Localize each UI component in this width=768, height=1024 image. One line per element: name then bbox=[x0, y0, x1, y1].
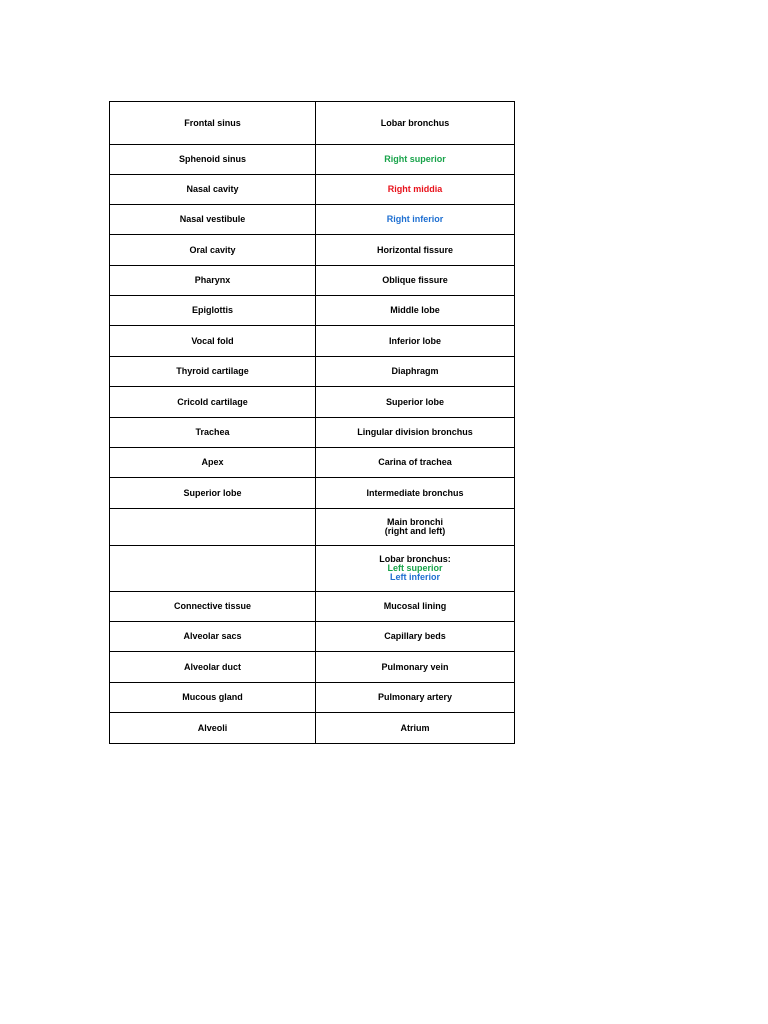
right-term-text: Lobar bronchus bbox=[380, 117, 450, 128]
left-term-cell bbox=[110, 478, 316, 509]
right-term-text: Capillary beds bbox=[384, 631, 446, 641]
right-term-text: Oblique fissure bbox=[382, 275, 448, 285]
left-term-cell bbox=[110, 683, 316, 713]
table-row bbox=[110, 145, 515, 175]
table-row bbox=[110, 357, 515, 387]
table-row bbox=[110, 546, 515, 592]
table-row bbox=[110, 235, 515, 266]
right-term-text: Right middia bbox=[387, 184, 443, 194]
right-term-cell bbox=[316, 418, 515, 448]
left-term-cell bbox=[110, 205, 316, 235]
left-term-cell bbox=[110, 387, 316, 418]
left-term-cell bbox=[110, 235, 316, 266]
left-term-text: Apex bbox=[201, 457, 224, 467]
left-term-cell bbox=[110, 175, 316, 205]
left-term-text: Cricold cartilage bbox=[177, 396, 248, 407]
left-term-text: Vocal fold bbox=[191, 335, 234, 346]
table-row bbox=[110, 175, 515, 205]
right-term-text: Superior lobe bbox=[385, 396, 444, 407]
right-term-cell bbox=[316, 235, 515, 266]
right-term-text: Right inferior bbox=[386, 214, 444, 224]
right-term-text: Pulmonary artery bbox=[377, 692, 453, 702]
right-term-cell bbox=[316, 683, 515, 713]
left-term-text: Mucous gland bbox=[182, 692, 243, 702]
right-term-cell bbox=[316, 205, 515, 235]
left-term-cell bbox=[110, 448, 316, 478]
left-term-cell bbox=[110, 713, 316, 744]
anatomy-terms-table bbox=[109, 101, 515, 744]
left-term-text: Nasal vestibule bbox=[179, 214, 246, 224]
table-row bbox=[110, 592, 515, 622]
left-term-text: Connective tissue bbox=[173, 601, 252, 611]
table-row bbox=[110, 622, 515, 652]
left-term-text: Alveolar sacs bbox=[183, 631, 242, 641]
table-row bbox=[110, 448, 515, 478]
left-term-cell bbox=[110, 266, 316, 296]
right-term-cell bbox=[316, 652, 515, 683]
left-term-cell bbox=[110, 592, 316, 622]
right-term-text: Pulmonary vein bbox=[381, 661, 449, 672]
table-row bbox=[110, 296, 515, 326]
right-term-text: Middle lobe bbox=[390, 305, 440, 315]
left-term-text: Oral cavity bbox=[189, 244, 236, 255]
left-term-cell bbox=[110, 357, 316, 387]
left-term-cell bbox=[110, 622, 316, 652]
left-term-cell bbox=[110, 145, 316, 175]
right-term-cell bbox=[316, 326, 515, 357]
right-term-text: Mucosal lining bbox=[383, 601, 447, 611]
left-term-cell bbox=[110, 296, 316, 326]
left-term-text: Superior lobe bbox=[183, 487, 242, 498]
table-row bbox=[110, 102, 515, 145]
left-term-text: Alveoli bbox=[197, 722, 228, 733]
right-term-text: Left inferior bbox=[389, 572, 440, 582]
left-term-text: Sphenoid sinus bbox=[178, 154, 246, 164]
right-term-cell bbox=[316, 448, 515, 478]
right-term-text: Inferior lobe bbox=[388, 335, 441, 346]
right-term-text: Carina of trachea bbox=[378, 457, 452, 467]
right-term-cell bbox=[316, 296, 515, 326]
right-term-text: Horizontal fissure bbox=[376, 244, 453, 255]
right-term-text: Lingular division bronchus bbox=[357, 427, 473, 437]
left-term-cell bbox=[110, 418, 316, 448]
right-term-text: Lobar bronchus: bbox=[379, 554, 451, 564]
right-term-text: Diaphragm bbox=[391, 366, 439, 376]
left-term-cell bbox=[110, 652, 316, 683]
right-term-text: Intermediate bronchus bbox=[366, 487, 464, 498]
right-term-cell bbox=[316, 713, 515, 744]
right-term-cell bbox=[316, 387, 515, 418]
table-row bbox=[110, 326, 515, 357]
right-term-cell bbox=[316, 266, 515, 296]
right-term-cell bbox=[316, 592, 515, 622]
right-term-cell bbox=[316, 145, 515, 175]
left-term-cell bbox=[110, 326, 316, 357]
table-row bbox=[110, 713, 515, 744]
right-term-cell bbox=[316, 175, 515, 205]
table-row bbox=[110, 652, 515, 683]
right-term-cell bbox=[316, 102, 515, 145]
left-term-text: Epiglottis bbox=[192, 305, 233, 315]
table-row bbox=[110, 266, 515, 296]
table-row bbox=[110, 509, 515, 546]
table-row bbox=[110, 478, 515, 509]
right-term-cell bbox=[316, 546, 515, 592]
left-term-cell bbox=[110, 546, 316, 592]
left-term-cell bbox=[110, 102, 316, 145]
right-term-text: Left superior bbox=[387, 563, 443, 573]
table-row bbox=[110, 205, 515, 235]
right-term-text: (right and left) bbox=[384, 526, 446, 536]
table-row bbox=[110, 418, 515, 448]
table-row bbox=[110, 683, 515, 713]
left-term-text: Alveolar duct bbox=[183, 661, 241, 672]
left-term-text: Thyroid cartilage bbox=[176, 366, 249, 376]
right-term-text: Atrium bbox=[400, 722, 430, 733]
table-row bbox=[110, 387, 515, 418]
left-term-text: Trachea bbox=[195, 427, 230, 437]
right-term-cell bbox=[316, 509, 515, 546]
right-term-text: Main bronchi bbox=[387, 517, 443, 527]
left-term-text: Pharynx bbox=[194, 275, 231, 285]
left-term-text: Frontal sinus bbox=[184, 117, 241, 128]
right-term-text: Right superior bbox=[384, 154, 446, 164]
left-term-cell bbox=[110, 509, 316, 546]
right-term-cell bbox=[316, 478, 515, 509]
right-term-cell bbox=[316, 622, 515, 652]
right-term-cell bbox=[316, 357, 515, 387]
table-body bbox=[110, 102, 515, 744]
left-term-text: Nasal cavity bbox=[186, 184, 239, 194]
